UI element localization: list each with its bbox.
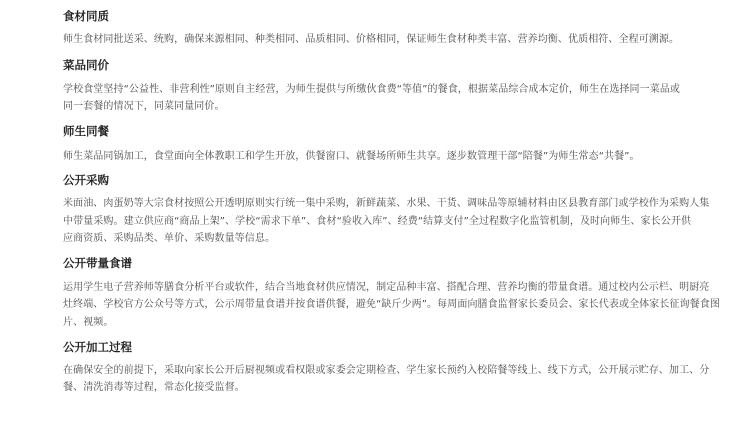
section-heading: 食材同质 [63, 9, 109, 23]
section-heading: 师生同餐 [63, 124, 109, 138]
paragraph-line: 师生食材同批送采、统购，确保来源相同、种类相同、品质相同、价格相同，保证师生食材种类丰富、营养均衡、优质相符、全程可溯源。 [63, 34, 680, 45]
paragraph-line: 片、视频。 [63, 317, 114, 328]
section-heading: 公开加工过程 [63, 340, 132, 354]
paragraph-line: 学校食堂坚持“公益性、非营利性”原则自主经营，为师生提供与所缴伙食费“等值”的餐食，根据菜品综合成本定价，师生在选择同一菜品或 [63, 84, 681, 95]
paragraph-line: 师生菜品同锅加工，食堂面向全体教职工和学生开放，供餐窗口、就餐场所师生共享。逐步数管理干部“陪餐”为师生常态“共餐”。 [63, 151, 640, 162]
paragraph-line: 中带量采购。建立供应商“商品上架”、学校“需求下单”、食材“验收入库”、经费“结算支付”全过程数字化监管机制，及时向师生、家长公开供 [63, 216, 692, 227]
paragraph-line: 应商资质、采购品类、单价、采购数量等信息。 [63, 233, 276, 244]
paragraph-line: 餐、清洗消毒等过程，常态化接受监督。 [63, 382, 245, 393]
paragraph-line: 灶终端、学校官方公众号等方式，公示周带量食谱并按食谱供餐，避免“缺斤少两”。每周面向膳食监督家长委员会、家长代表或全体家长征询餐食图 [63, 299, 720, 310]
paragraph-line: 运用学生电子营养师等膳食分析平台或软件，结合当地食材供应情况，制定品种丰富、搭配合理、营养均衡的带量食谱。通过校内公示栏、明厨亮 [63, 282, 710, 293]
paragraph-line: 同一套餐的情况下，同菜同量同价。 [63, 101, 225, 112]
section-heading: 公开带量食谱 [63, 256, 132, 270]
section-heading: 菜品同价 [63, 58, 109, 72]
paragraph-line: 在确保安全的前提下，采取向家长公开后厨视频或看权限或家委会定期检查、学生家长预约入校陪餐等线上、线下方式，公开展示贮存、加工、分 [63, 365, 710, 376]
section-heading: 公开采购 [63, 173, 109, 187]
paragraph-line: 米面油、肉蛋奶等大宗食材按照公开透明原则实行统一集中采购，新鲜蔬菜、水果、干货、调味品等原辅材料由区县教育部门或学校作为采购人集 [63, 198, 710, 209]
